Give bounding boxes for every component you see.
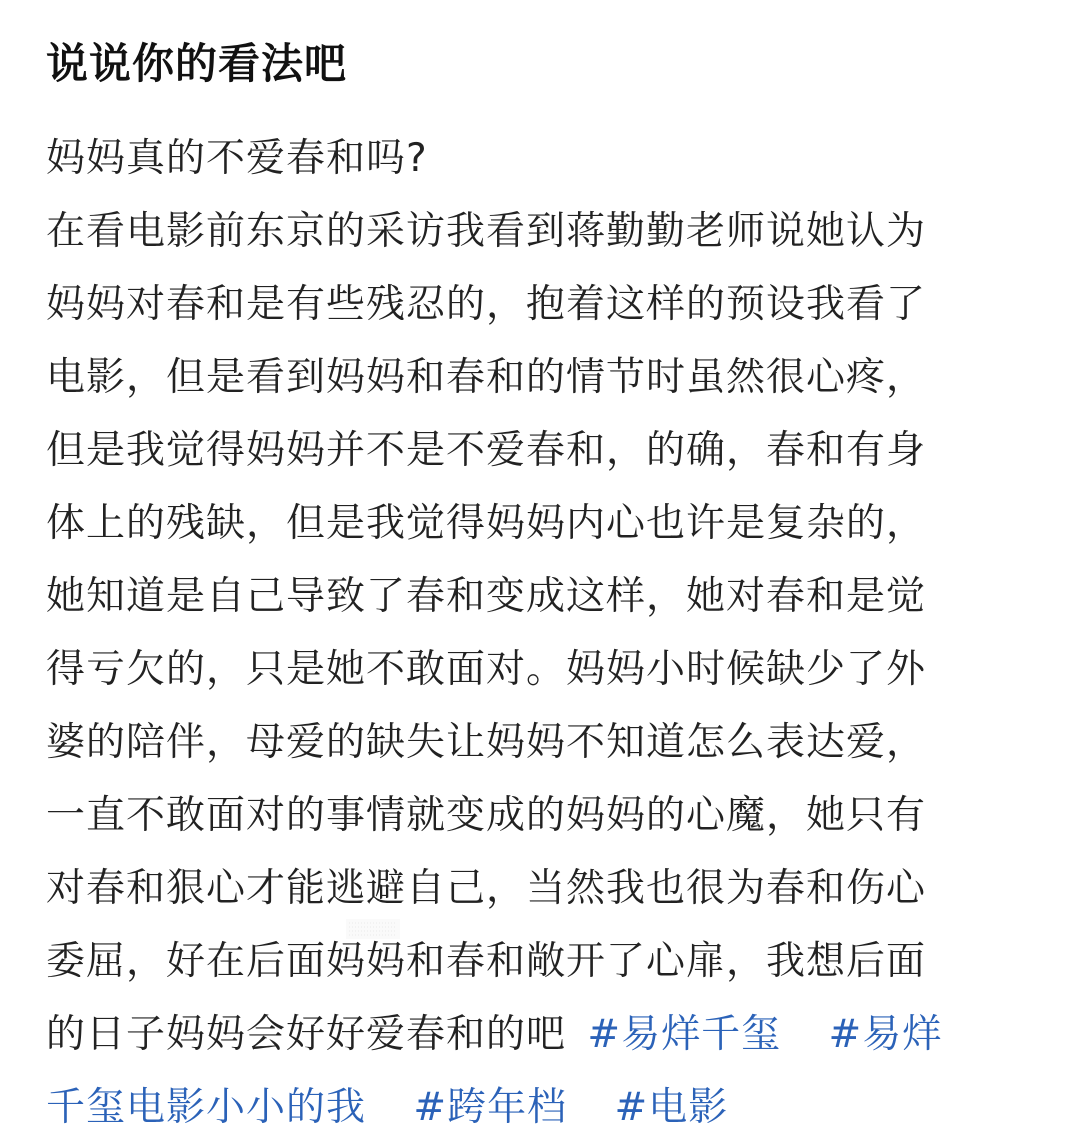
- hashtag-movie[interactable]: #电影: [614, 1085, 729, 1130]
- post-body: [46, 122, 1028, 1144]
- post-line: 体上的残缺，但是我觉得妈妈内心也许是复杂的，: [46, 501, 927, 546]
- post-line: 在看电影前东京的采访我看到蒋勤勤老师说她认为: [46, 209, 927, 254]
- post-line: 但是我觉得妈妈并不是不爱春和，的确，春和有身: [46, 428, 927, 473]
- post-line: 婆的陪伴，母爱的缺失让妈妈不知道怎么表达爱，: [46, 720, 927, 765]
- post-line: 的日子妈妈会好好爱春和的吧: [46, 1012, 567, 1057]
- post-line: 得亏欠的，只是她不敢面对。妈妈小时候缺少了外: [46, 647, 927, 692]
- post-line: 妈妈对春和是有些残忍的，抱着这样的预设我看了: [46, 282, 927, 327]
- post-line: 她知道是自己导致了春和变成这样，她对春和是觉: [46, 574, 927, 619]
- hashtag-new-year-release[interactable]: #跨年档: [413, 1085, 568, 1130]
- post-line: 委屈，好在后面妈妈和春和敞开了心扉，我想后面: [46, 939, 927, 984]
- post-last-text-line: [46, 998, 1028, 1071]
- hashtag-line: [46, 1071, 1028, 1144]
- hashtag-yiyangqianxi[interactable]: #易烊千玺: [587, 1012, 782, 1057]
- hashtag-movie-part-2[interactable]: 千玺电影小小的我: [46, 1085, 367, 1130]
- hashtag-movie-part-1[interactable]: #易烊: [828, 1012, 943, 1057]
- post-line: 一直不敢面对的事情就变成的妈妈的心魔，她只有: [46, 793, 927, 838]
- post-line: 电影，但是看到妈妈和春和的情节时虽然很心疼，: [46, 355, 927, 400]
- post-line: 对春和狠心才能逃避自己，当然我也很为春和伤心: [46, 866, 927, 911]
- post-line: 妈妈真的不爱春和吗?: [46, 136, 428, 181]
- post-title: 说说你的看法吧: [46, 39, 348, 88]
